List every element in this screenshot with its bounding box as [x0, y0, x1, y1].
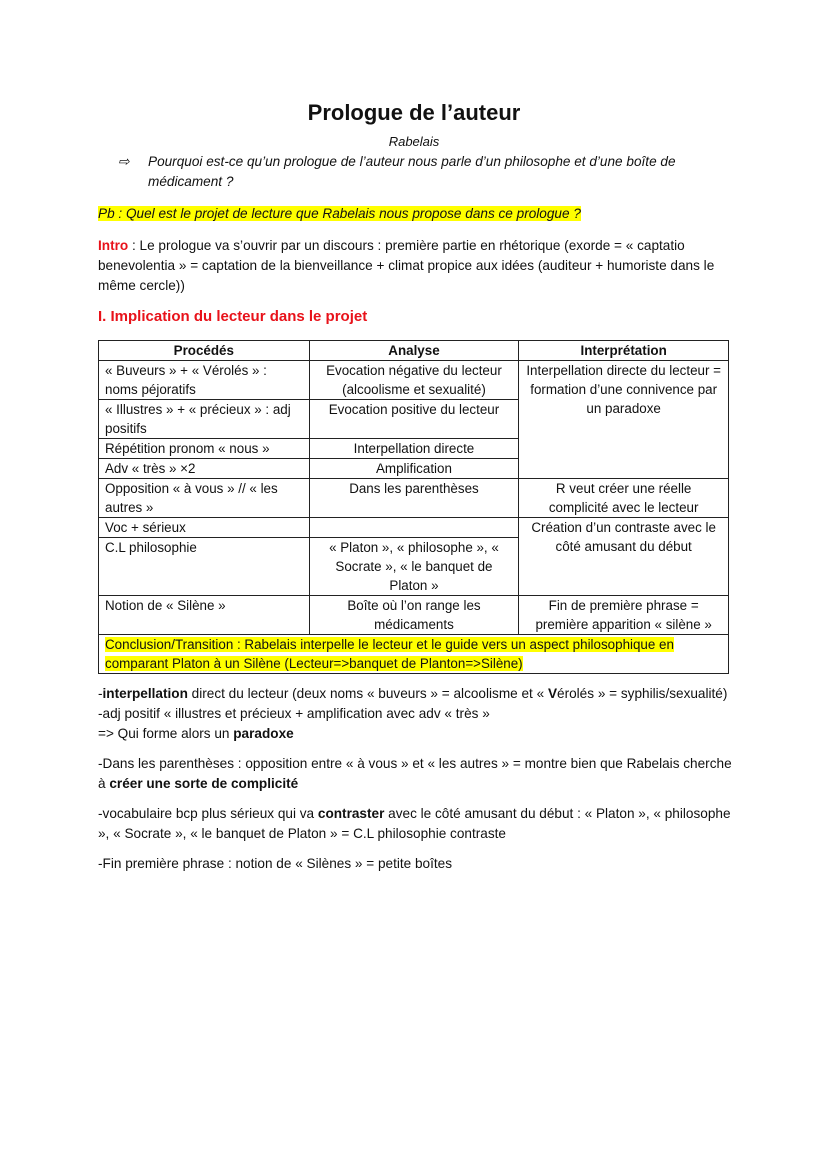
- table-cell: Dans les parenthèses: [309, 479, 519, 518]
- conclusion-row: [99, 635, 729, 674]
- table-cell: Boîte où l’on range les médicaments: [309, 596, 519, 635]
- section-heading: I. Implication du lecteur dans le projet: [98, 308, 368, 325]
- table-header-row: [99, 341, 729, 361]
- table-cell: Evocation positive du lecteur: [309, 400, 519, 439]
- intro-label: Intro: [98, 238, 129, 253]
- note-bold: interpellation: [102, 686, 188, 701]
- question-text: Pourquoi est-ce qu’un prologue de l’auteur nous parle d’un philosophe et d’une boîte de médicament ?: [148, 154, 676, 189]
- table-cell: Opposition « à vous » // « les autres »: [99, 479, 310, 518]
- table-row: [99, 361, 729, 400]
- table-cell: Fin de première phrase = première apparition « silène »: [519, 596, 729, 635]
- table-row: [99, 518, 729, 538]
- note-text: => Qui forme alors un: [98, 726, 234, 741]
- note-text: -adj positif « illustres et précieux + amplification avec adv « très »: [98, 706, 490, 721]
- analysis-table: [98, 340, 729, 674]
- table-cell: Interpellation directe: [309, 439, 519, 459]
- intro-text: : Le prologue va s’ouvrir par un discours : première partie en rhétorique (exorde = « captatio benevolentia » = captation de la bienveillance + climat propice aux idées (auditeur + humoriste dans le même cercle)): [98, 238, 715, 293]
- intro-paragraph: [98, 236, 738, 296]
- problematique: Pb : Quel est le projet de lecture que Rabelais nous propose dans ce prologue ?: [98, 206, 581, 221]
- table-cell: Adv « très » ×2: [99, 459, 310, 479]
- table-cell: Notion de « Silène »: [99, 596, 310, 635]
- table-row: [99, 596, 729, 635]
- header-cell: Interprétation: [519, 341, 729, 361]
- table-cell: « Illustres » + « précieux » : adj positifs: [99, 400, 310, 439]
- table-cell: Voc + sérieux: [99, 518, 310, 538]
- note-bold: V: [547, 686, 558, 701]
- note-text: -: [98, 686, 103, 701]
- note-text: direct du lecteur (deux noms « buveurs » = alcoolisme et «: [187, 686, 548, 701]
- note-paragraph: [98, 684, 738, 744]
- table-cell: Interpellation directe du lecteur = formation d’une connivence par un paradoxe: [519, 361, 729, 479]
- page-title: Prologue de l’auteur: [307, 100, 521, 125]
- note-bold: créer une sorte de complicité: [109, 776, 299, 791]
- note-text: -Dans les parenthèses : opposition entre « à vous » et « les autres » = montre bien que Rabelais cherche à: [98, 756, 732, 791]
- conclusion-text: Conclusion/Transition : Rabelais interpelle le lecteur et le guide vers un aspect philosophique en comparant Platon à un Silène (Lecteur=>banquet de Planton=>Silène): [105, 637, 674, 671]
- table-cell: « Platon », « philosophe », « Socrate », « le banquet de Platon »: [309, 538, 519, 596]
- note-text: avec le côté amusant du début : « Platon », « philosophe », « Socrate », « le banquet de Platon » = C.L philosophie contraste: [98, 806, 731, 841]
- guiding-question: [118, 152, 718, 192]
- table-cell: [309, 518, 519, 538]
- table-cell: Création d’un contraste avec le côté amusant du début: [519, 518, 729, 596]
- table-row: [99, 479, 729, 518]
- note-paragraph: [98, 804, 738, 844]
- table-cell: C.L philosophie: [99, 538, 310, 596]
- author-subtitle: Rabelais: [388, 134, 440, 149]
- arrow-right-icon: ⇨: [118, 154, 130, 169]
- note-text: érolés » = syphilis/sexualité): [557, 686, 728, 701]
- conclusion-cell: [99, 635, 729, 674]
- note-paragraph: [98, 754, 738, 794]
- note-text: -Fin première phrase : notion de « Silènes » = petite boîtes: [98, 856, 453, 871]
- header-cell: Procédés: [99, 341, 310, 361]
- table-cell: « Buveurs » + « Vérolés » : noms péjoratifs: [99, 361, 310, 400]
- table-cell: Amplification: [309, 459, 519, 479]
- table-cell: Répétition pronom « nous »: [99, 439, 310, 459]
- note-bold: paradoxe: [233, 726, 294, 741]
- note-text: -vocabulaire bcp plus sérieux qui va: [98, 806, 318, 821]
- table-cell: R veut créer une réelle complicité avec le lecteur: [519, 479, 729, 518]
- note-paragraph: [98, 854, 738, 874]
- table-cell: Evocation négative du lecteur (alcoolisme et sexualité): [309, 361, 519, 400]
- notes: [98, 684, 738, 884]
- note-bold: contraster: [317, 806, 385, 821]
- header-cell: Analyse: [309, 341, 519, 361]
